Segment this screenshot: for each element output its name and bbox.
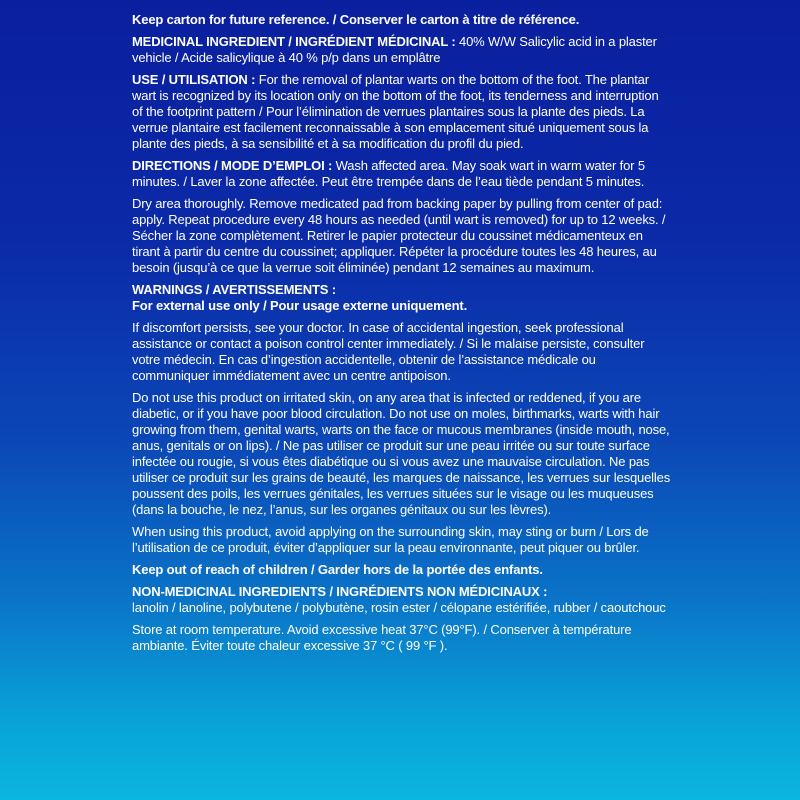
medicinal-ingredient-text: 40% W/W Salicylic acid in a plaster vehicle / Acide salicylique à 40 % p/p dans un emplâtre	[132, 34, 657, 65]
use-heading: USE / UTILISATION :	[132, 72, 256, 87]
keep-carton-notice: Keep carton for future reference. / Conserver le carton à titre de référence.	[132, 12, 580, 27]
use-text: For the removal of plantar warts on the bottom of the foot. The plantar wart is recognized by its location only on the bottom of the foot, its tenderness and interruption of the footprint pattern / Pour l’élimination de verrues plantaires sous la plante des pieds. La verrue plantaire est facilement reconnaissable à son emplacement situé uniquement sous la plante des pieds, à sa sensibilité et à sa modification du profil du pied.	[132, 72, 659, 151]
directions-text-2: Dry area thoroughly. Remove medicated pad from backing paper by pulling from center of pad: apply. Repeat procedure every 48 hours as needed (until wart is removed) for up to 12 weeks. / Sécher la zone complètement. Retirer le papier protecteur du coussinet médicamenteux en tirant à partir du centre du coussinet; appliquer. Répéter la procédure toutes les 48 heures, au besoin (jusqu’à ce que la verrue soit éliminée) pendant 12 semaines au maximum.	[132, 196, 666, 275]
directions-section	[132, 158, 672, 190]
warnings-heading: WARNINGS / AVERTISSEMENTS :	[132, 282, 336, 297]
directions-text: Wash affected area. May soak wart in warm water for 5 minutes. / Laver la zone affectée. Peut être trempée dans de l’eau tiède pendant 5 minutes.	[132, 158, 645, 189]
label-panel	[132, 12, 672, 660]
non-medicinal-heading: NON-MEDICINAL INGREDIENTS / INGRÉDIENTS NON MÉDICINAUX :	[132, 584, 548, 599]
non-medicinal-text: lanolin / lanoline, polybutene / polybutène, rosin ester / célopane estérifiée, rubber / caoutchouc	[132, 600, 666, 615]
warnings-paragraph-1: If discomfort persists, see your doctor. In case of accidental ingestion, seek professional assistance or contact a poison control center immediately. / Si le malaise persiste, consulter votre médecin. En cas d’ingestion accidentelle, obtenir de l’assistance médicale ou communiquer immédiatement avec un centre antipoison.	[132, 320, 645, 383]
medicinal-ingredient-section	[132, 34, 672, 66]
medicinal-ingredient-heading: MEDICINAL INGREDIENT / INGRÉDIENT MÉDICINAL :	[132, 34, 456, 49]
warnings-header	[132, 282, 672, 314]
children-warning: Keep out of reach of children / Garder hors de la portée des enfants.	[132, 562, 543, 577]
external-use-notice: For external use only / Pour usage externe uniquement.	[132, 298, 468, 313]
non-medicinal-section	[132, 584, 672, 616]
warnings-paragraph-2: Do not use this product on irritated skin, on any area that is infected or reddened, if you are diabetic, or if you have poor blood circulation. Do not use on moles, birthmarks, warts with hair growing from them, genital warts, warts on the face or mucous membranes (inside mouth, nose, anus, genitals or on lips). / Ne pas utiliser ce produit sur une peau irritée ou sur toute surface infectée ou rougie, si vous êtes diabétique ou si vous avez une mauvaise circulation. Ne pas utiliser ce produit sur les grains de beauté, les marques de naissance, les verrues sur lesquelles poussent des poils, les verrues génitales, les verrues situées sur le visage ou les muqueuses (dans la bouche, le nez, l’anus, sur les organes génitaux ou sur les lèvres).	[132, 390, 671, 517]
use-section	[132, 72, 672, 152]
warnings-paragraph-3: When using this product, avoid applying on the surrounding skin, may sting or burn / Lors de l’utilisation de ce produit, éviter d’appliquer sur la peau environnante, peut piquer ou brûler.	[132, 524, 649, 555]
directions-heading: DIRECTIONS / MODE D’EMPLOI :	[132, 158, 333, 173]
storage-instructions: Store at room temperature. Avoid excessive heat 37°C (99°F). / Conserver à température ambiante. Éviter toute chaleur excessive 37 °C ( 99 °F ).	[132, 622, 632, 653]
